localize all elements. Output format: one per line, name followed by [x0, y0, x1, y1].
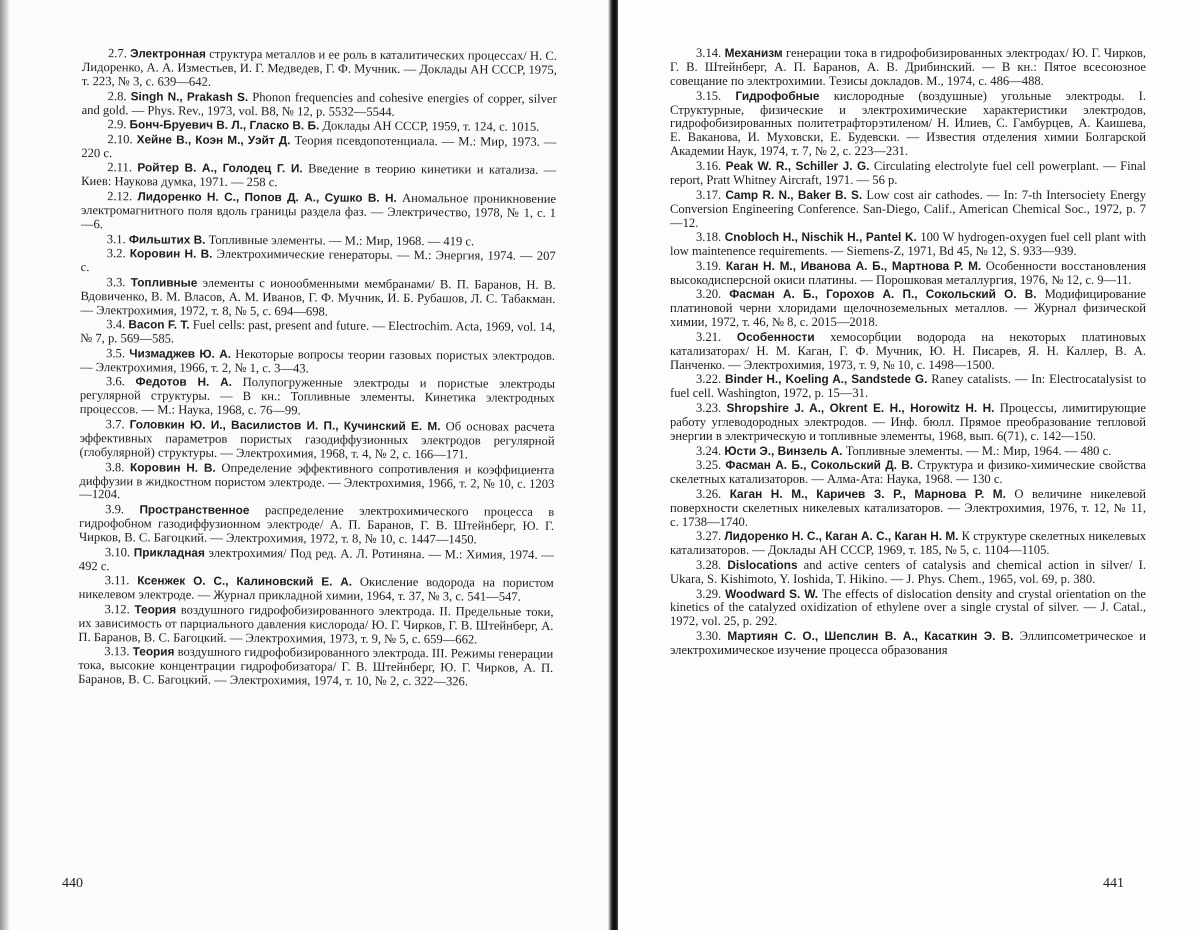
reference-number: 3.4	[106, 317, 123, 332]
reference-authors: Головкин Ю. И., Василистов И. П., Кучинский Е. М.	[129, 417, 441, 434]
reference-entry: 3.26. Каган Н. М., Каричев З. Р., Марнова Р. М. О величине никелевой поверхности скелетных никелевых катализаторов. — Электрохимия, 1976, т. 12, № 11, с. 1738—1740.	[670, 486, 1146, 529]
reference-details: Теория псевдопотенциала. — М.: Мир, 1973. — 220 с.	[81, 133, 557, 160]
reference-number: 2.9	[107, 117, 124, 132]
reference-details: Circulating electrolyte fuel cell powerplant. — Final report, Pratt Whitney Aircraft, 1971. — 56 p.	[670, 159, 1147, 187]
reference-authors: Cnobloch H., Nischik H., Pantel K.	[724, 230, 917, 245]
reference-number: 3.14	[696, 46, 719, 60]
reference-number: 3.23	[696, 401, 719, 416]
reference-authors: Binder H., Koeling A., Sandstede G.	[725, 372, 928, 387]
reference-authors: Camp R. N., Baker B. S.	[725, 187, 863, 202]
reference-number: 3.28	[696, 557, 719, 572]
reference-number: 3.22	[696, 372, 719, 387]
reference-entry: 3.6. Федотов Н. А. Полупогруженные электроды и пористые электроды регулярной структуры. — В кн.: Топливные элементы. Кинетика электродных процессов. — М.: Наука, 1968, с. 76—99.	[79, 374, 556, 418]
reference-authors: Каган Н. М., Каричев З. Р., Марнова Р. М.	[729, 486, 1006, 501]
reference-entry: 3.3. Топливные элементы с ионообменными мембранами/ В. П. Баранов, Н. В. Вдовиченко, В. М. Власов, А. М. Иванов, Г. Ф. Мучник, И. Б. Рубашов, Л. С. Табакман. — Электрохимия, 1972, т. 8, № 5, с. 694—698.	[80, 274, 556, 319]
reference-entry: 3.4. Bacon F. T. Fuel cells: past, present and future. — Electrochim. Acta, 1969, vol. 14, № 7, p. 569—585.	[80, 317, 556, 346]
reference-authors: Фасман А. Б., Горохов А. П., Сокольский О. В.	[729, 287, 1037, 302]
reference-number: 3.7	[105, 417, 122, 432]
reference-entry: 3.30. Мартиян С. О., Шепслин В. А., Касаткин Э. В. Эллипсометрическое и электрохимическое изучение процесса образования	[670, 629, 1146, 658]
reference-details: структура металлов и ее роль в каталитических процессах/ Н. С. Лидоренко, А. А. Изместьев, И. Г. Медведев, Г. Ф. Мучник. — Доклады АН СССР, 1975, т. 223, № 3, с. 639—642.	[81, 46, 557, 89]
left-page-number: 440	[62, 876, 83, 891]
reference-authors: Прикладная	[133, 544, 205, 560]
reference-details: Окисление водорода на пористом никелевом электроде. — Журнал прикладной химии, 1964, т. 37, № 3, с. 541—547.	[78, 574, 554, 604]
reference-authors: Каган Н. М., Иванова А. Б., Мартнова Р. М.	[725, 258, 982, 273]
reference-authors: Электронная	[130, 46, 206, 61]
reference-details: Особенности восстановления высокодисперсной окиси платины. — Порошковая металлургия, 1976, № 12, с. 9—11.	[670, 258, 1146, 287]
reference-entry: 3.15. Гидрофобные кислородные (воздушные) угольные электроды. I. Структурные, физические и электрохимические характеристики электродов, гидрофобизированных политетрафторэтиленом/ Н. Илиев, С. Гамбурцев, А. Каишева, Е. Ваканова, И. Муховски, Е. Будевски. — Известия отделения химии Болгарской Академии Наук, 1974, т. 7, № 2, с. 223—231.	[670, 88, 1147, 159]
reference-details: Low cost air cathodes. — In: 7-th Intersociety Energy Conversion Engineering Conference. San-Diego, Calif., American Chemical Soc., 1972, p. 7—12.	[670, 187, 1146, 230]
reference-number: 3.19	[696, 258, 719, 273]
reference-authors: Особенности	[736, 329, 815, 344]
reference-entry: 3.25. Фасман А. Б., Сокольский Д. В. Структура и физико-химические свойства скелетных катализаторов. — Алма-Ата: Наука, 1968. — 130 с.	[670, 458, 1147, 487]
reference-entry: 3.10. Прикладная электрохимия/ Под ред. А. Л. Ротиняна. — М.: Химия, 1974. — 492 с.	[78, 544, 554, 573]
reference-details: and active centers of catalysis and chemical action in silver/ I. Ukara, S. Kishimoto, Y. Ioshida, T. Hikino. — J. Phys. Chem., 1965, vol. 69, p. 380.	[670, 557, 1146, 586]
reference-number: 3.26	[696, 486, 719, 501]
reference-authors: Теория	[134, 602, 177, 617]
reference-entry: 3.23. Shropshire J. A., Okrent E. H., Horowitz H. H. Процессы, лимитирующие работу углеводородных электродов. — Инф. бюлл. Прямое преобразование тепловой энергии в электрическую и топливные элементы, 1968, вып. 6(71), с. 142—150.	[670, 401, 1147, 443]
reference-entry: 3.27. Лидоренко Н. С., Каган А. С., Каган Н. М. К структуре скелетных никелевых катализаторов. — Доклады АН СССР, 1969, т. 185, № 5, с. 1104—1105.	[670, 529, 1147, 558]
reference-details: распределение электрохимического процесса в гидрофобном газодиффузионном электроде/ А. П. Баранов, Г. В. Штейнберг, Ю. Г. Чирков, В. С. Багоцкий. — Электрохимия, 1972, т. 8, № 10, с. 1447—1450.	[78, 503, 555, 547]
reference-details: Аномальное проникновение электромагнитного поля вдоль границы раздела фаз. — Электричество, 1978, № 1, с. 1—6.	[80, 190, 557, 232]
reference-authors: Федотов Н. А.	[135, 374, 233, 390]
reference-authors: Гидрофобные	[735, 88, 820, 103]
right-page	[618, 0, 1200, 930]
reference-entry: 3.14. Механизм генерации тока в гидрофобизированных электродах/ Ю. Г. Чирков, Г. В. Штейнберг, А. П. Баранов, А. В. Дрибинский. — В кн.: Пятое всесоюзное совещание по электрохимии. Тезисы докладов. М., 1974, с. 486—488.	[670, 46, 1147, 88]
reference-entry: 3.7. Головкин Ю. И., Василистов И. П., Кучинский Е. М. Об основах расчета эффективных параметров пористых газодиффузионных электродов регулярной (глобулярной) структуры. — Электрохимия, 1968, т. 4, № 2, с. 166—171.	[79, 417, 555, 462]
reference-authors: Фильштих В.	[128, 231, 206, 247]
reference-entry: 2.8. Singh N., Prakash S. Phonon frequencies and cohesive energies of copper, silver and gold. — Phys. Rev., 1973, vol. B8, № 12, p. 5532—5544.	[81, 88, 557, 119]
reference-details: Об основах расчета эффективных параметров пористых газодиффузионных электродов регулярной (глобулярной) структуры. — Электрохимия, 1968, т. 4, № 2, с. 166—171.	[79, 419, 555, 462]
left-reference-column	[78, 47, 557, 691]
reference-authors: Хейне В., Коэн М., Уэйт Д.	[136, 132, 291, 148]
reference-number: 3.10	[104, 544, 128, 559]
reference-entry: 3.2. Коровин Н. В. Электрохимические генераторы. — М.: Энергия, 1974. — 207 с.	[80, 246, 556, 275]
reference-authors: Коровин Н. В.	[129, 459, 216, 475]
reference-details: Phonon frequencies and cohesive energies of copper, silver and gold. — Phys. Rev., 1973, vol. B8, № 12, p. 5532—5544.	[81, 89, 557, 119]
reference-number: 3.9	[105, 502, 121, 517]
reference-entry: 3.28. Dislocations and active centers of catalysis and chemical action in silver/ I. Ukara, S. Kishimoto, Y. Ioshida, T. Hikino. — J. Phys. Chem., 1965, vol. 69, p. 380.	[670, 557, 1146, 586]
reference-details: Структура и физико-химические свойства скелетных катализаторов. — Алма-Ата: Наука, 1968. — 130 с.	[670, 458, 1147, 487]
reference-number: 3.25	[696, 458, 719, 473]
reference-entry: 3.21. Особенности хемосорбции водорода на некоторых платиновых катализаторах/ Н. М. Каган, Г. Ф. Мучник, Ю. Н. Писарев, Я. Н. Каллер, В. А. Панченко. — Электрохимия, 1973, т. 9, № 10, с. 1498—1500.	[670, 329, 1147, 372]
reference-details: The effects of dislocation density and crystal orientation on the kinetics of the catalyzed oxidization of ethylene over a single crystal of silver. — J. Catal., 1972, vol. 25, p. 292.	[670, 586, 1146, 629]
reference-details: воздушного гидрофобизированного электрода. II. Предельные токи, их зависимость от парциального давления кислорода/ Ю. Г. Чирков, Г. В. Штейнберг, А. П. Баранов, В. С. Багоцкий. — Электрохимия, 1973, т. 9, № 5, с. 659—662.	[78, 602, 554, 647]
reference-entry: 2.7. Электронная структура металлов и ее роль в каталитических процессах/ Н. С. Лидоренко, А. А. Изместьев, И. Г. Медведев, Г. Ф. Мучник. — Доклады АН СССР, 1975, т. 223, № 3, с. 639—642.	[81, 46, 557, 89]
reference-number: 2.11	[107, 160, 129, 175]
reference-details: Электрохимические генераторы. — М.: Энергия, 1974. — 207 с.	[80, 246, 556, 275]
reference-number: 2.10	[107, 131, 130, 147]
reference-number: 3.21	[696, 329, 719, 344]
reference-details: Определение эффективного сопротивления и коэффициента диффузии в жидкостном пористом электроде. — Электрохимия, 1966, т. 2, № 10, с. 1203—1204.	[79, 460, 555, 502]
reference-authors: Мартиян С. О., Шепслин В. А., Касаткин Э. В.	[727, 629, 1014, 644]
reference-number: 3.27	[696, 529, 719, 544]
reference-number: 3.17	[696, 187, 719, 202]
reference-number: 2.8	[107, 88, 124, 103]
reference-details: хемосорбции водорода на некоторых платиновых катализаторах/ Н. М. Каган, Г. Ф. Мучник, Ю. Н. Писарев, Я. Н. Каллер, В. А. Панченко. — Электрохимия, 1973, т. 9, № 10, с. 1498—1500.	[670, 329, 1147, 372]
right-reference-column	[670, 47, 1146, 659]
reference-authors: Пространственное	[139, 502, 250, 518]
reference-details: О величине никелевой поверхности скелетных никелевых катализаторов. — Электрохимия, 1976, т. 12, № 11, с. 1738—1740.	[670, 486, 1146, 529]
reference-number: 3.13	[104, 644, 127, 659]
reference-number: 3.24	[696, 443, 719, 458]
reference-details: Топливные элементы. — М.: Мир, 1964. — 480 с.	[845, 443, 1112, 458]
reference-details: элементы с ионообменными мембранами/ В. П. Баранов, Н. В. Вдовиченко, В. М. Власов, А. М. Иванов, Г. Ф. Мучник, И. Б. Рубашов, Л. С. Табакман. — Электрохимия, 1972, т. 8, № 5, с. 694—698.	[80, 275, 556, 319]
reference-authors: Dislocations	[727, 557, 798, 572]
reference-details: Топливные элементы. — М.: Мир, 1968. — 419 с.	[208, 232, 475, 248]
reference-details: Процессы, лимитирующие работу углеводородных электродов. — Инф. бюлл. Прямое преобразование тепловой энергии в электрическую и топливные элементы, 1968, вып. 6(71), с. 142—150.	[670, 401, 1147, 443]
reference-entry: 2.11. Ройтер В. А., Голодец Г. И. Введение в теорию кинетики и катализа. — Киев: Наукова думка, 1971. — 258 с.	[81, 160, 557, 190]
reference-authors: Фасман А. Б., Сокольский Д. В.	[725, 458, 914, 473]
reference-number: 3.8	[105, 459, 122, 474]
reference-entry: 3.16. Peak W. R., Schiller J. G. Circulating electrolyte fuel cell powerplant. — Final report, Pratt Whitney Aircraft, 1971. — 56 p.	[670, 159, 1147, 187]
reference-entry: 3.24. Юсти Э., Винзель А. Топливные элементы. — М.: Мир, 1964. — 480 с.	[696, 443, 1112, 458]
reference-details: Raney catalists. — In: Electrocatalysist to fuel cell. Washington, 1972, p. 15—31.	[670, 372, 1146, 401]
reference-entry: 3.18. Cnobloch H., Nischik H., Pantel K. 100 W hydrogen-oxygen fuel cell plant with low maintenence requirements. — Siemens-Z, 1971, Bd 45, № 12, S. 933—939.	[670, 230, 1147, 259]
reference-authors: Коровин Н. В.	[129, 246, 213, 261]
reference-details: электрохимия/ Под ред. А. Л. Ротиняна. — М.: Химия, 1974. — 492 с.	[78, 545, 554, 573]
reference-details: Введение в теорию кинетики и катализа. — Киев: Наукова думка, 1971. — 258 с.	[81, 161, 557, 190]
reference-authors: Ксенжек О. С., Калиновский Е. А.	[137, 573, 353, 589]
reference-number: 3.3	[106, 274, 123, 290]
reference-number: 2.12	[107, 189, 130, 204]
reference-number: 3.11	[104, 573, 127, 588]
reference-entry: 3.29. Woodward S. W. The effects of dislocation density and crystal orientation on the kinetics of the catalyzed oxidization of ethylene over a single crystal of silver. — J. Catal., 1972, vol. 25, p. 292.	[670, 586, 1146, 629]
reference-details: генерации тока в гидрофобизированных электродах/ Ю. Г. Чирков, Г. В. Штейнберг, А. П. Баранов, А. В. Дрибинский. — В кн.: Пятое всесоюзное совещание по электрохимии. Тезисы докладов. М., 1974, с. 486—488.	[670, 46, 1147, 88]
reference-number: 3.16	[696, 159, 719, 173]
reference-number: 3.2	[106, 246, 123, 261]
reference-details: Fuel cells: past, present and future. — Electrochim. Acta, 1969, vol. 14, № 7, p. 569—585.	[80, 317, 556, 346]
reference-entry: 2.9. Бонч-Бруевич В. Л., Гласко В. Б. Доклады АН СССР, 1959, т. 124, с. 1015.	[107, 117, 540, 134]
reference-authors: Shropshire J. A., Okrent E. H., Horowitz H. H.	[726, 401, 995, 416]
reference-authors: Чизмаджев Ю. А.	[129, 346, 232, 361]
reference-entry: 3.5. Чизмаджев Ю. А. Некоторые вопросы теории газовых пористых электродов. — Электрохимия, 1966, т. 2, № 1, с. 3—43.	[80, 346, 556, 376]
reference-number: 3.12	[104, 602, 127, 617]
reference-details: Эллипсометрическое и электрохимическое изучение процесса образования	[670, 629, 1146, 658]
reference-authors: Peak W. R., Schiller J. G.	[725, 159, 870, 173]
reference-number: 3.1	[106, 231, 123, 246]
reference-entry: 3.9. Пространственное распределение электрохимического процесса в гидрофобном газодиффузионном электроде/ А. П. Баранов, Г. В. Штейнберг, Ю. Г. Чирков, В. С. Багоцкий. — Электрохимия, 1972, т. 8, № 10, с. 1447—1450.	[78, 502, 555, 547]
reference-authors: Бонч-Бруевич В. Л., Гласко В. Б.	[129, 117, 320, 133]
reference-entry: 2.12. Лидоренко Н. С., Попов Д. А., Сушко В. Н. Аномальное проникновение электромагнитного поля вдоль границы раздела фаз. — Электричество, 1978, № 1, с. 1—6.	[80, 189, 557, 232]
reference-authors: Лидоренко Н. С., Попов Д. А., Сушко В. Н.	[137, 189, 397, 205]
reference-authors: Механизм	[724, 46, 783, 60]
reference-authors: Теория	[132, 644, 175, 659]
reference-details: Доклады АН СССР, 1959, т. 124, с. 1015.	[322, 118, 540, 134]
reference-details: К структуре скелетных никелевых катализаторов. — Доклады АН СССР, 1969, т. 185, № 5, с. 1104—1105.	[670, 529, 1147, 558]
reference-details: Некоторые вопросы теории газовых пористых электродов. — Электрохимия, 1966, т. 2, № 1, с. 3—43.	[80, 346, 556, 376]
reference-number: 3.15	[696, 88, 719, 103]
reference-authors: Юсти Э., Винзель А.	[724, 443, 843, 458]
reference-authors: Топливные	[130, 275, 198, 290]
reference-number: 2.7	[107, 46, 124, 61]
reference-details: Модифицирование платиновой черни хлоридами щелочноземельных металлов. — Журнал физической химии, 1972, т. 46, № 8, с. 2015—2018.	[670, 287, 1146, 330]
reference-entry: 3.8. Коровин Н. В. Определение эффективного сопротивления и коэффициента диффузии в жидкостном пористом электроде. — Электрохимия, 1966, т. 2, № 10, с. 1203—1204.	[79, 459, 555, 502]
reference-entry: 3.19. Каган Н. М., Иванова А. Б., Мартнова Р. М. Особенности восстановления высокодисперсной окиси платины. — Порошковая металлургия, 1976, № 12, с. 9—11.	[670, 258, 1146, 287]
reference-authors: Woodward S. W.	[725, 586, 819, 601]
reference-number: 3.30	[696, 629, 719, 644]
reference-number: 3.5	[106, 346, 122, 361]
right-page-number: 441	[1103, 876, 1124, 891]
reference-entry: 3.20. Фасман А. Б., Горохов А. П., Сокольский О. В. Модифицирование платиновой черни хлоридами щелочноземельных металлов. — Журнал физической химии, 1972, т. 46, № 8, с. 2015—2018.	[670, 287, 1146, 330]
reference-entry: 3.11. Ксенжек О. С., Калиновский Е. А. Окисление водорода на пористом никелевом электроде. — Журнал прикладной химии, 1964, т. 37, № 3, с. 541—547.	[78, 573, 554, 604]
reference-entry: 2.10. Хейне В., Коэн М., Уэйт Д. Теория псевдопотенциала. — М.: Мир, 1973. — 220 с.	[81, 131, 557, 160]
reference-details: Полупогруженные электроды и пористые электроды регулярной структуры. — В кн.: Топливные элементы. Кинетика электродных процессов. — М.: Наука, 1968, с. 76—99.	[79, 375, 556, 418]
reference-details: кислородные (воздушные) угольные электроды. I. Структурные, физические и электрохимические характеристики электродов, гидрофобизированных политетрафторэтиленом/ Н. Илиев, С. Гамбурцев, А. Каишева, Е. Ваканова, И. Муховски, Е. Будевски. — Известия отделения химии Болгарской Академии Наук, 1974, т. 7, № 2, с. 223—231.	[670, 88, 1147, 159]
reference-entry: 3.13. Теория воздушного гидрофобизированного электрода. III. Режимы генерации тока, высокие концентрации гидрофобизатора/ Г. В. Штейнберг, Ю. Г. Чирков, А. П. Баранов, В. С. Багоцкий. — Электрохимия, 1974, т. 10, № 2, с. 322—326.	[78, 644, 554, 689]
reference-authors: Bacon F. T.	[128, 317, 190, 332]
reference-details: 100 W hydrogen-oxygen fuel cell plant with low maintenence requirements. — Siemens-Z, 1971, Bd 45, № 12, S. 933—939.	[670, 230, 1147, 259]
reference-authors: Лидоренко Н. С., Каган А. С., Каган Н. М.	[724, 529, 959, 544]
reference-number: 3.18	[696, 230, 719, 245]
reference-number: 3.29	[696, 586, 719, 601]
reference-entry: 3.1. Фильштих В. Топливные элементы. — М.: Мир, 1968. — 419 с.	[106, 231, 475, 248]
reference-number: 3.6	[105, 374, 122, 389]
reference-authors: Ройтер В. А., Голодец Г. И.	[137, 160, 303, 176]
reference-number: 3.20	[696, 287, 719, 302]
reference-entry: 3.12. Теория воздушного гидрофобизированного электрода. II. Предельные токи, их зависимость от парциального давления кислорода/ Ю. Г. Чирков, Г. В. Штейнберг, А. П. Баранов, В. С. Багоцкий. — Электрохимия, 1973, т. 9, № 5, с. 659—662.	[78, 602, 554, 647]
reference-entry: 3.22. Binder H., Koeling A., Sandstede G. Raney catalists. — In: Electrocatalysist to fuel cell. Washington, 1972, p. 15—31.	[670, 372, 1146, 401]
reference-entry: 3.17. Camp R. N., Baker B. S. Low cost air cathodes. — In: 7-th Intersociety Energy Conversion Engineering Conference. San-Diego, Calif., American Chemical Soc., 1972, p. 7—12.	[670, 187, 1146, 230]
reference-authors: Singh N., Prakash S.	[130, 88, 249, 104]
reference-details: воздушного гидрофобизированного электрода. III. Режимы генерации тока, высокие концентрации гидрофобизатора/ Г. В. Штейнберг, Ю. Г. Чирков, А. П. Баранов, В. С. Багоцкий. — Электрохимия, 1974, т. 10, № 2, с. 322—326.	[78, 645, 554, 689]
